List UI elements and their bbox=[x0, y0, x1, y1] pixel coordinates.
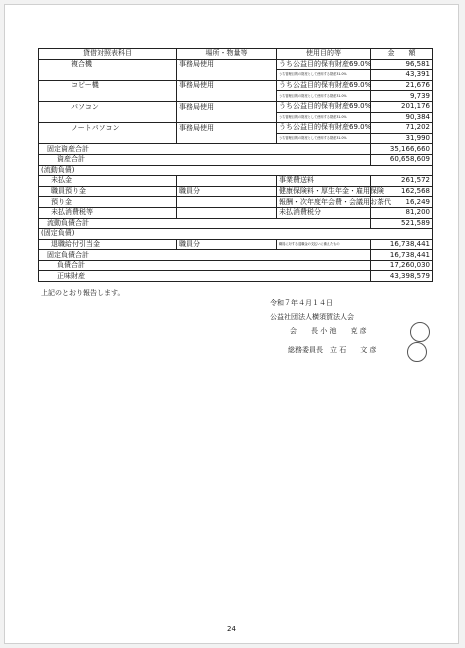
item-name: パソコン bbox=[39, 101, 177, 112]
item-purpose: うち管理目的の財産として使用する財産31.0% bbox=[277, 133, 371, 144]
table-row bbox=[39, 70, 433, 81]
item-purpose: うち公益目的保有財産69.0% bbox=[277, 101, 371, 112]
table-row bbox=[39, 176, 433, 187]
subtotal-row bbox=[39, 154, 433, 165]
subtotal-label: 固定資産合計 bbox=[39, 144, 371, 155]
item-amount: 81,200 bbox=[371, 207, 433, 218]
item-purpose: うち公益目的保有財産69.0% bbox=[277, 123, 371, 134]
section-label: (固定負債) bbox=[39, 229, 433, 240]
item-purpose: うち公益目的保有財産69.0% bbox=[277, 59, 371, 70]
subtotal-row bbox=[39, 271, 433, 282]
item-amount: 96,581 bbox=[371, 59, 433, 70]
item-amount: 31,990 bbox=[371, 133, 433, 144]
item-place: 職員分 bbox=[177, 239, 277, 250]
item-amount: 71,202 bbox=[371, 123, 433, 134]
item-name: 退職給付引当金 bbox=[39, 239, 177, 250]
table-row bbox=[39, 207, 433, 218]
header-place: 場所・物量等 bbox=[177, 49, 277, 60]
item-purpose: 報酬・次年度年会費・会議用お茶代 bbox=[277, 197, 371, 208]
property-inventory-table bbox=[38, 48, 433, 282]
table-row bbox=[39, 101, 433, 112]
header-purpose: 使用目的等 bbox=[277, 49, 371, 60]
subtotal-row bbox=[39, 144, 433, 155]
personal-seal-stamp bbox=[410, 322, 430, 342]
item-purpose: うち管理目的の財産として使用する財産31.0% bbox=[277, 91, 371, 102]
personal-seal-stamp bbox=[407, 342, 427, 362]
subtotal-label: 正味財産 bbox=[39, 271, 371, 282]
subtotal-amount: 17,260,030 bbox=[371, 260, 433, 271]
item-purpose: 健康保険料・厚生年金・雇用保険 bbox=[277, 186, 371, 197]
subtotal-row bbox=[39, 218, 433, 229]
table-row bbox=[39, 123, 433, 134]
item-place: 職員分 bbox=[177, 186, 277, 197]
subtotal-amount: 35,166,660 bbox=[371, 144, 433, 155]
section-label: (流動負債) bbox=[39, 165, 433, 176]
committee-chair-name: 総務委員長 立 石 文 彦 bbox=[288, 346, 377, 354]
subtotal-label: 負債合計 bbox=[39, 260, 371, 271]
page-number: 24 bbox=[227, 625, 236, 633]
section-header-row bbox=[39, 165, 433, 176]
header-account: 貸借対照表科目 bbox=[39, 49, 177, 60]
item-amount: 261,572 bbox=[371, 176, 433, 187]
table-header-row bbox=[39, 49, 433, 60]
item-purpose: 職員に対する退職金の支払いに備えたもの bbox=[277, 239, 371, 250]
subtotal-label: 資産合計 bbox=[39, 154, 371, 165]
subtotal-row bbox=[39, 260, 433, 271]
item-name: 預り金 bbox=[39, 197, 177, 208]
item-purpose: 未払消費税分 bbox=[277, 207, 371, 218]
section-header-row bbox=[39, 229, 433, 240]
organization-name: 公益社団法人横須賀法人会 bbox=[270, 313, 354, 321]
table-row bbox=[39, 91, 433, 102]
table-row bbox=[39, 80, 433, 91]
item-purpose: 事業費送料 bbox=[277, 176, 371, 187]
table-row bbox=[39, 133, 433, 144]
item-amount: 21,676 bbox=[371, 80, 433, 91]
item-amount: 162,568 bbox=[371, 186, 433, 197]
table-row bbox=[39, 112, 433, 123]
item-amount: 43,391 bbox=[371, 70, 433, 81]
item-amount: 16,249 bbox=[371, 197, 433, 208]
item-purpose: うち管理目的の財産として使用する財産31.0% bbox=[277, 70, 371, 81]
item-name: 複合機 bbox=[39, 59, 177, 70]
report-date: 令和７年４月１４日 bbox=[270, 299, 333, 307]
item-place: 事務局使用 bbox=[177, 101, 277, 112]
table-row bbox=[39, 239, 433, 250]
item-amount: 201,176 bbox=[371, 101, 433, 112]
item-place: 事務局使用 bbox=[177, 123, 277, 134]
item-place: 事務局使用 bbox=[177, 59, 277, 70]
subtotal-row bbox=[39, 250, 433, 261]
item-name: 未払金 bbox=[39, 176, 177, 187]
item-purpose: うち管理目的の財産として使用する財産31.0% bbox=[277, 112, 371, 123]
subtotal-label: 流動負債合計 bbox=[39, 218, 371, 229]
table-row bbox=[39, 186, 433, 197]
item-place: 事務局使用 bbox=[177, 80, 277, 91]
item-amount: 90,384 bbox=[371, 112, 433, 123]
item-name: コピー機 bbox=[39, 80, 177, 91]
subtotal-amount: 521,589 bbox=[371, 218, 433, 229]
subtotal-amount: 16,738,441 bbox=[371, 250, 433, 261]
header-amount: 金 額 bbox=[371, 49, 433, 60]
subtotal-label: 固定負債合計 bbox=[39, 250, 371, 261]
item-amount: 9,739 bbox=[371, 91, 433, 102]
report-statement: 上記のとおり報告します。 bbox=[41, 289, 125, 297]
item-amount: 16,738,441 bbox=[371, 239, 433, 250]
table-row bbox=[39, 197, 433, 208]
item-purpose: うち公益目的保有財産69.0% bbox=[277, 80, 371, 91]
item-name: ノートパソコン bbox=[39, 123, 177, 134]
item-name: 職員預り金 bbox=[39, 186, 177, 197]
document-page bbox=[4, 4, 459, 644]
item-name: 未払消費税等 bbox=[39, 207, 177, 218]
subtotal-amount: 60,658,609 bbox=[371, 154, 433, 165]
subtotal-amount: 43,398,579 bbox=[371, 271, 433, 282]
table-row bbox=[39, 59, 433, 70]
president-name: 会 長 小 池 克 彦 bbox=[290, 327, 367, 335]
